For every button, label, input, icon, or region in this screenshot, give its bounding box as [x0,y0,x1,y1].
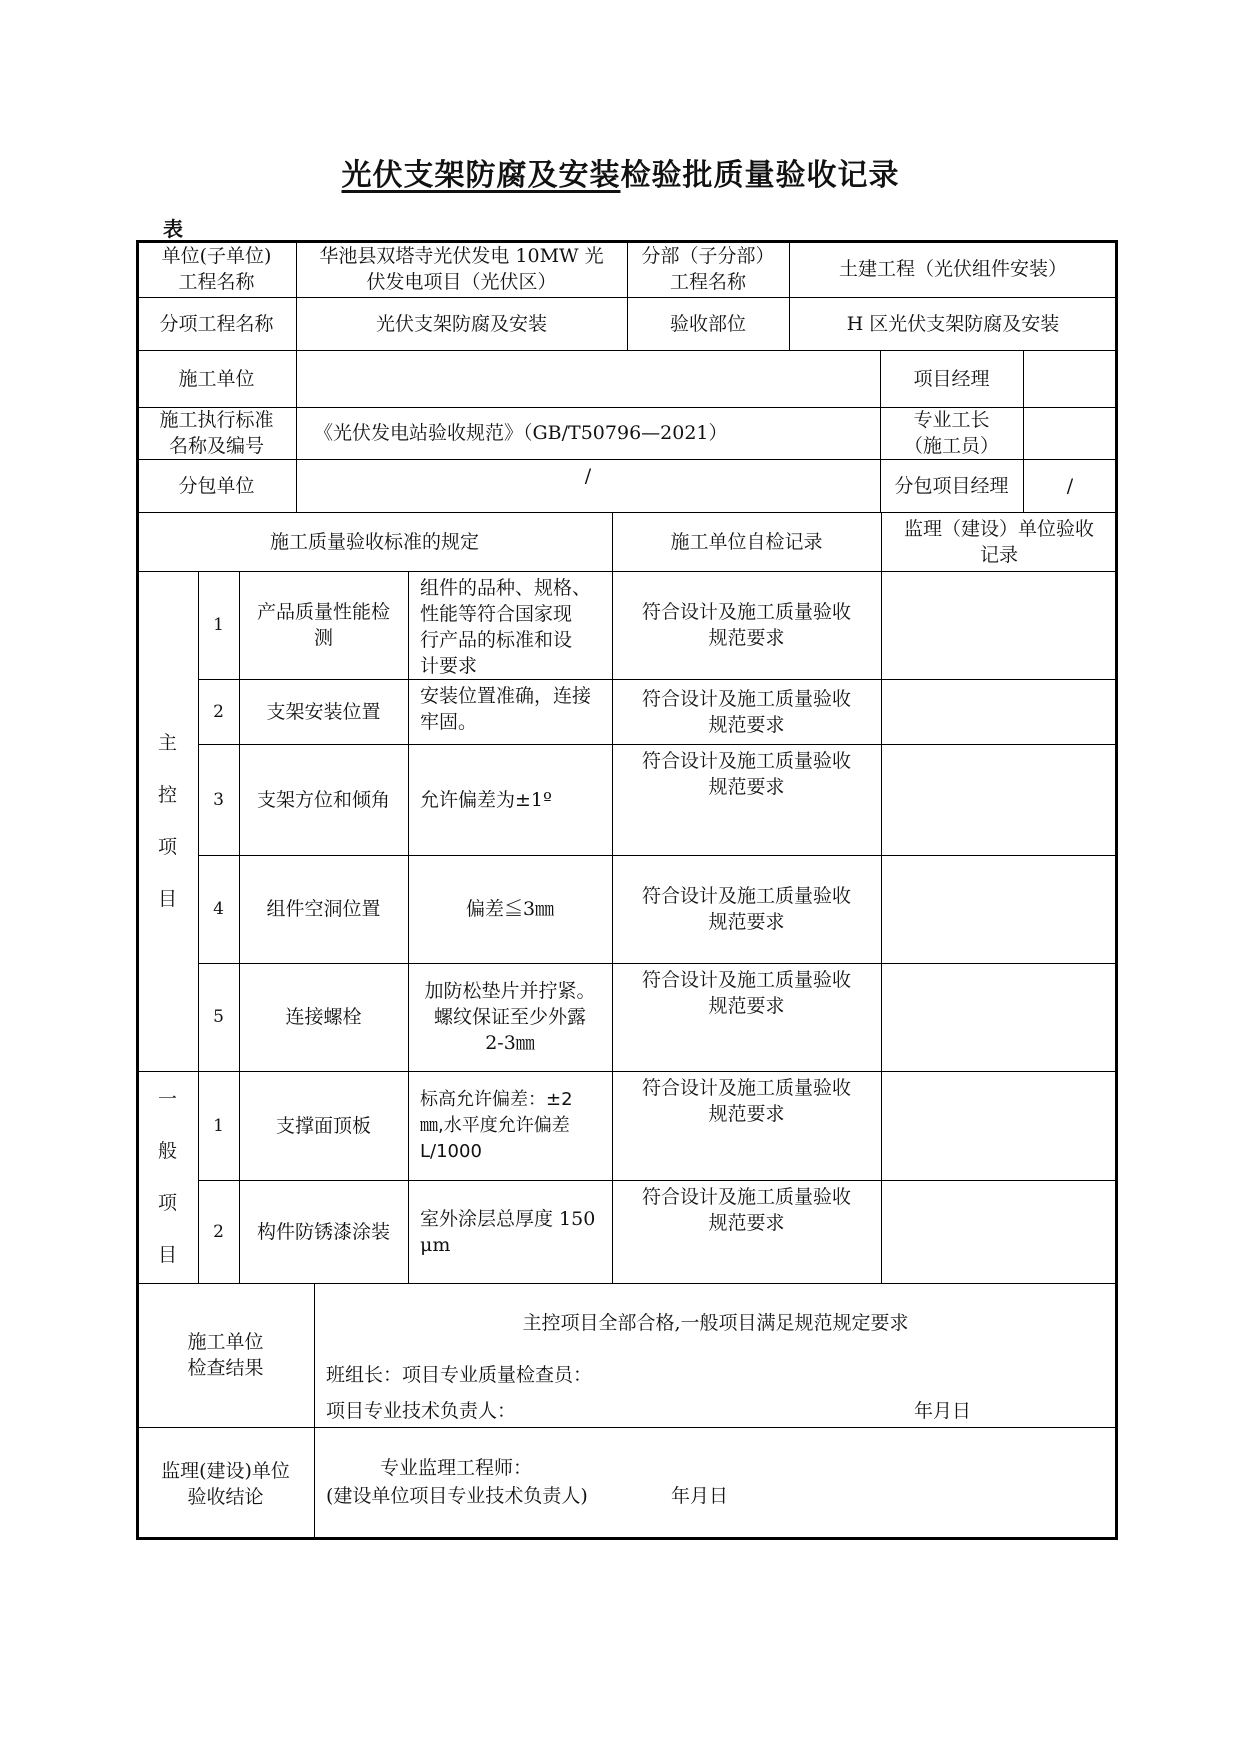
item-self-check-result: 符合设计及施工质量验收 规范要求 [641,885,851,933]
subcontractor-label: 分包单位 [178,474,255,497]
general-group-label [137,1071,198,1283]
project-manager-value [1023,350,1117,407]
col-divider [881,512,882,1283]
title-rest: 检验批质量验收记录 [620,158,900,193]
division-project-label: 分部（子分部） 工程名称 [641,244,775,293]
main-control-group-label [137,571,198,1071]
unit-project-value: 华池县双塔寺光伏发电 10MW 光 伏发电项目（光伏区） [319,244,604,293]
item-name: 支撑面顶板 [275,1114,371,1137]
item-requirement: 组件的品种、规格、 性能等符合国家现 行产品的标准和设 计要求 [420,577,592,677]
group-char: 项 [157,1192,177,1214]
subitem-project-value: 光伏支架防腐及安装 [375,312,547,335]
item-number: 1 [213,1115,224,1136]
item-number: 5 [213,1007,224,1027]
group-char: 控 [157,784,177,806]
supervision-engineer: 专业监理工程师： [380,1457,533,1479]
check-signers: 班组长：项目专业质量检查员： [326,1364,593,1386]
item-self-check-result: 符合设计及施工质量验收 规范要求 [641,750,851,798]
check-result-content [314,1283,1117,1427]
sub-project-manager-label: 分包项目经理 [894,474,1009,497]
item-name: 产品质量性能检 测 [256,601,390,649]
check-date: 年月日 [914,1400,972,1422]
item-number: 2 [213,701,224,722]
item-number: 3 [213,789,224,810]
item-name: 支架安装位置 [266,700,381,723]
item-name: 组件空洞位置 [266,898,381,920]
title-underlined: 光伏支架防腐及安装 [341,158,621,193]
item-requirement: 室外涂层总厚度 150 μm [420,1207,596,1256]
project-manager-label: 项目经理 [913,367,990,390]
item-name: 构件防锈漆涂装 [256,1220,390,1243]
supervision-result-label: 监理(建设)单位 验收结论 [161,1459,290,1508]
item-self-check-result: 符合设计及施工质量验收 规范要求 [641,687,851,736]
foreman-label: 专业工长 （施工员） [903,409,999,457]
check-tech-lead: 项目专业技术负责人： [326,1400,517,1422]
item-self-check-result: 符合设计及施工质量验收 规范要求 [641,1077,851,1125]
supervision-date: 年月日 [671,1485,729,1507]
group-char: 般 [157,1140,177,1162]
subcontractor-value: / [584,465,592,487]
constructor-label: 施工单位 [178,367,255,390]
supervision-result-content [314,1427,1117,1540]
column-header-standard: 施工质量验收标准的规定 [269,530,479,553]
group-char: 目 [157,1244,177,1266]
division-project-value: 土建工程（光伏组件安装） [838,257,1067,280]
column-header-self-check: 施工单位自检记录 [670,530,823,553]
item-requirement: 安装位置准确，连接 牢固。 [420,685,592,733]
supervision-owner: (建设单位项目专业技术负责人) [326,1485,588,1507]
foreman-value [1023,407,1117,459]
group-char: 主 [157,732,177,754]
subitem-project-label: 分项工程名称 [159,312,274,335]
group-char: 一 [157,1088,177,1110]
item-name: 连接螺栓 [285,1006,362,1028]
item-name: 支架方位和倾角 [256,788,390,811]
item-requirement: 允许偏差为±1º [420,788,552,811]
group-char: 目 [157,888,177,910]
item-number: 2 [213,1221,224,1242]
constructor-value [296,350,880,407]
check-result-label: 施工单位 检查结果 [187,1331,264,1379]
standard-value: 《光伏发电站验收规范》（GB/T50796—2021） [314,422,728,444]
table-number-label: 表 [163,217,183,241]
item-number: 4 [213,899,224,919]
item-self-check-result: 符合设计及施工质量验收 规范要求 [641,969,851,1017]
standard-label: 施工执行标准 名称及编号 [159,409,274,457]
page-title [0,150,1241,194]
group-char: 项 [157,836,177,858]
item-self-check-result: 符合设计及施工质量验收 规范要求 [641,601,851,649]
acceptance-part-value: H 区光伏支架防腐及安装 [846,312,1060,335]
item-self-check-result: 符合设计及施工质量验收 规范要求 [641,1186,851,1234]
unit-project-label: 单位(子单位) 工程名称 [161,244,272,293]
check-conclusion: 主控项目全部合格,一般项目满足规范规定要求 [522,1312,909,1334]
item-number: 1 [213,615,224,635]
item-requirement: 加防松垫片并拧紧。 螺纹保证至少外露 2-3㎜ [424,980,596,1054]
acceptance-part-label: 验收部位 [669,312,746,335]
sub-project-manager-value: / [1066,474,1074,497]
item-requirement: 标高允许偏差：±2 ㎜,水平度允许偏差 L/1000 [420,1088,573,1162]
item-requirement: 偏差≦3㎜ [465,898,555,920]
column-header-supervision: 监理（建设）单位验收 记录 [903,517,1094,566]
